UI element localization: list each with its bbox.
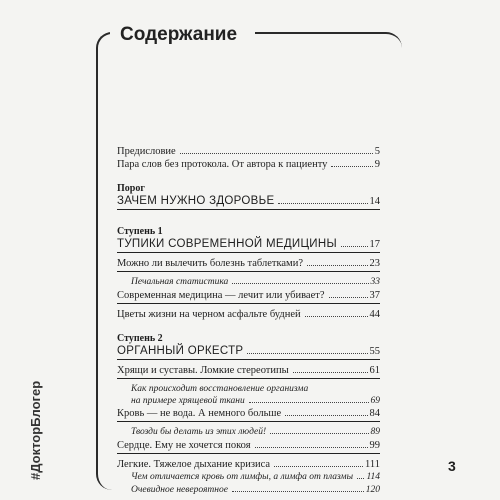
toc-entry[interactable]	[117, 458, 380, 471]
toc-section-stage1[interactable]	[117, 238, 380, 253]
toc-entry-page: 114	[366, 472, 380, 482]
hashtag-sidebar: #ДокторБлогер	[28, 380, 43, 480]
toc-entry-author-note[interactable]	[117, 158, 380, 171]
toc-entry-label: Современная медицина — лечит или убивает?	[117, 290, 325, 301]
toc-entry-page: 61	[369, 365, 380, 376]
toc-entry-label: Хрящи и суставы. Ломкие стереотипы	[117, 365, 289, 376]
dot-leader	[357, 478, 364, 479]
toc-entry[interactable]	[117, 257, 380, 272]
toc-section-threshold[interactable]	[117, 195, 380, 210]
dot-leader	[180, 153, 373, 154]
toc-entry[interactable]	[117, 308, 380, 321]
toc-entry-label: на примере хрящевой ткани	[131, 396, 245, 406]
dot-leader	[305, 316, 368, 317]
dot-leader	[232, 283, 368, 284]
toc-entry-page: 33	[370, 277, 380, 287]
toc-entry[interactable]	[117, 407, 380, 422]
toc-entry-page: 44	[369, 309, 380, 320]
toc-entry-label: Можно ли вылечить болезнь таблетками?	[117, 258, 303, 269]
toc-entry-label: Чем отличается кровь от лимфы, а лимфа от плазмы	[131, 472, 354, 482]
dot-leader	[270, 433, 368, 434]
toc-entry[interactable]	[117, 289, 380, 304]
toc-entry-page: 14	[369, 196, 380, 207]
dot-leader	[331, 166, 372, 167]
toc-entry-label: Цветы жизни на черном асфальте будней	[117, 309, 301, 320]
toc-entry-page: 9	[374, 159, 380, 170]
dot-leader	[255, 447, 368, 448]
toc-entry-label: Очевидное невероятное	[131, 485, 228, 495]
section-label-threshold: Порог	[117, 183, 145, 194]
toc-subentry[interactable]	[117, 471, 380, 484]
dot-leader	[232, 491, 364, 492]
section-title: ТУПИКИ СОВРЕМЕННОЙ МЕДИЦИНЫ	[117, 238, 337, 250]
dot-leader	[341, 246, 368, 247]
toc-entry-page: 5	[374, 146, 380, 157]
toc-entry[interactable]	[117, 439, 380, 454]
toc-entry-label: Легкие. Тяжелое дыхание кризиса	[117, 459, 271, 470]
table-of-contents	[117, 145, 380, 497]
toc-subentry[interactable]	[117, 395, 380, 407]
toc-entry-page: 23	[369, 258, 380, 269]
dot-leader	[307, 265, 368, 266]
section-label-stage2: Ступень 2	[117, 333, 163, 344]
dot-leader	[293, 372, 368, 373]
dot-leader	[278, 203, 367, 204]
toc-entry-page: 17	[369, 239, 380, 250]
toc-entry-label: Печальная статистика	[131, 277, 229, 287]
toc-entry-preface[interactable]	[117, 145, 380, 158]
toc-entry-page: 120	[365, 485, 380, 495]
toc-entry-label: Сердце. Ему не хочется покоя	[117, 440, 251, 451]
toc-subentry[interactable]	[117, 484, 380, 497]
page-number: 3	[448, 458, 456, 474]
dot-leader	[274, 466, 363, 467]
dot-leader	[329, 297, 368, 298]
section-title: ОРГАННЫЙ ОРКЕСТР	[117, 345, 244, 357]
toc-entry-page: 99	[369, 440, 380, 451]
page-title: Содержание	[120, 24, 238, 45]
toc-entry-label: Пара слов без протокола. От автора к пациенту	[117, 159, 328, 170]
toc-entry-page: 55	[369, 346, 380, 357]
dot-leader	[247, 353, 367, 354]
toc-subentry-line: Как происходит восстановление организма	[131, 384, 309, 394]
bleed-through-text	[115, 48, 400, 128]
toc-entry-page: 89	[370, 427, 380, 437]
dot-leader	[249, 402, 369, 403]
toc-subentry[interactable]	[117, 426, 380, 439]
section-title: ЗАЧЕМ НУЖНО ЗДОРОВЬЕ	[117, 195, 275, 207]
toc-entry-label: Кровь — не вода. А немного больше	[117, 408, 282, 419]
toc-entry[interactable]	[117, 364, 380, 379]
section-label-stage1: Ступень 1	[117, 226, 163, 237]
toc-entry-label: Твозди бы делать из этих людей!	[131, 427, 267, 437]
toc-entry-page: 84	[369, 408, 380, 419]
dot-leader	[285, 415, 367, 416]
toc-entry-page: 37	[369, 290, 380, 301]
toc-section-stage2[interactable]	[117, 345, 380, 360]
toc-subentry[interactable]	[117, 276, 380, 289]
toc-entry-label: Предисловие	[117, 146, 176, 157]
toc-entry-page: 111	[365, 459, 380, 470]
toc-entry-page: 69	[370, 396, 380, 406]
